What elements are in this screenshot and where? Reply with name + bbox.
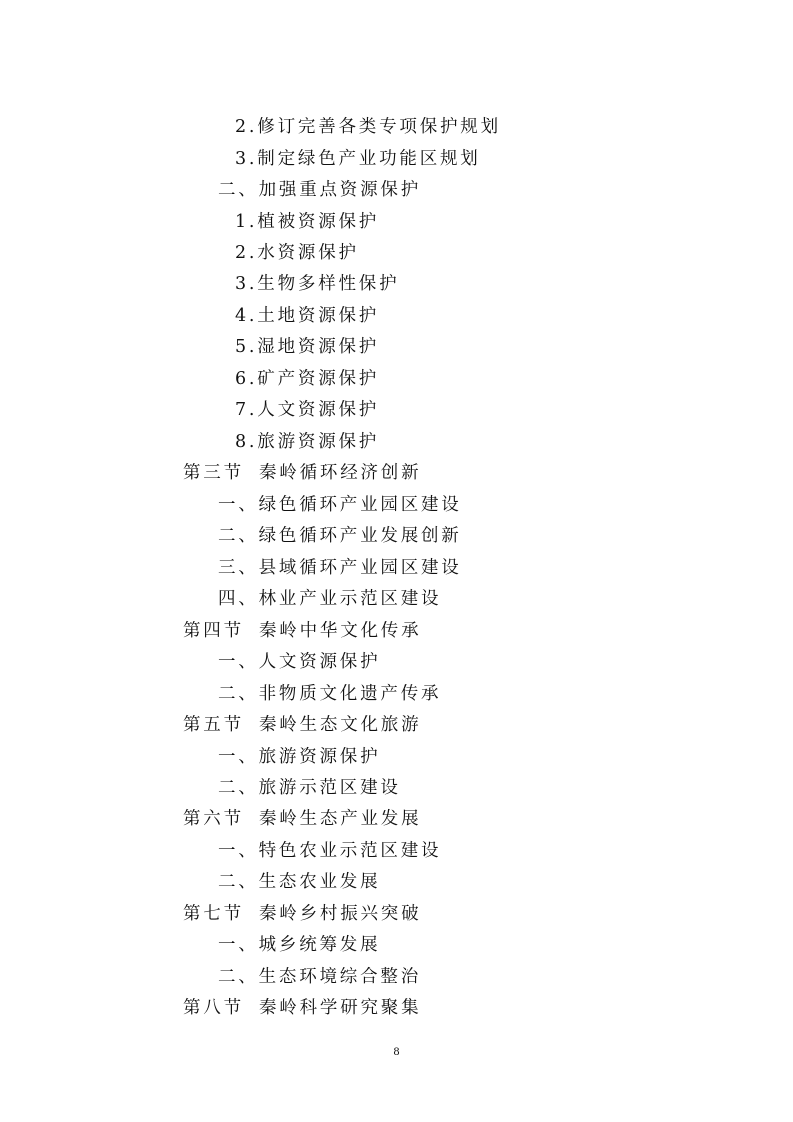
section-title: 秦岭科学研究聚集 bbox=[259, 998, 422, 1018]
toc-entry: 4.土地资源保护 bbox=[235, 306, 380, 326]
section-number: 第五节 bbox=[183, 715, 244, 735]
toc-entry: 二、非物质文化遗产传承 bbox=[218, 684, 442, 704]
toc-entry: 一、旅游资源保护 bbox=[218, 747, 381, 767]
section-title: 秦岭生态产业发展 bbox=[259, 809, 422, 829]
toc-section-heading bbox=[183, 903, 421, 925]
toc-section-heading bbox=[183, 714, 421, 736]
toc-section-heading bbox=[183, 620, 421, 642]
section-number: 第六节 bbox=[183, 809, 244, 829]
toc-entry: 一、绿色循环产业园区建设 bbox=[218, 495, 462, 515]
section-title: 秦岭循环经济创新 bbox=[259, 463, 422, 483]
section-number: 第三节 bbox=[183, 463, 244, 483]
section-title: 秦岭乡村振兴突破 bbox=[259, 904, 422, 924]
toc-entry: 二、绿色循环产业发展创新 bbox=[218, 526, 462, 546]
toc-entry: 二、生态农业发展 bbox=[218, 872, 381, 892]
toc-entry: 2.修订完善各类专项保护规划 bbox=[235, 117, 501, 137]
toc-entry: 8.旅游资源保护 bbox=[235, 432, 380, 452]
toc-entry: 一、特色农业示范区建设 bbox=[218, 841, 442, 861]
toc-entry: 一、城乡统筹发展 bbox=[218, 935, 381, 955]
section-number: 第八节 bbox=[183, 998, 244, 1018]
section-number: 第七节 bbox=[183, 904, 244, 924]
toc-entry: 二、旅游示范区建设 bbox=[218, 778, 401, 798]
toc-entry: 2.水资源保护 bbox=[235, 243, 359, 263]
toc-entry: 二、生态环境综合整治 bbox=[218, 967, 421, 987]
toc-section-heading bbox=[183, 462, 421, 484]
section-title: 秦岭生态文化旅游 bbox=[259, 715, 422, 735]
toc-entry: 3.制定绿色产业功能区规划 bbox=[235, 149, 481, 169]
toc-section-heading bbox=[183, 808, 421, 830]
section-title: 秦岭中华文化传承 bbox=[259, 621, 422, 641]
toc-entry: 二、加强重点资源保护 bbox=[218, 180, 421, 200]
toc-entry: 5.湿地资源保护 bbox=[235, 337, 380, 357]
toc-entry: 7.人文资源保护 bbox=[235, 400, 380, 420]
toc-entry: 1.植被资源保护 bbox=[235, 212, 380, 232]
toc-entry: 一、人文资源保护 bbox=[218, 652, 381, 672]
toc-entry: 三、县域循环产业园区建设 bbox=[218, 558, 462, 578]
toc-entry: 6.矿产资源保护 bbox=[235, 369, 380, 389]
toc-section-heading bbox=[183, 997, 421, 1019]
section-number: 第四节 bbox=[183, 621, 244, 641]
page-number: 8 bbox=[393, 1044, 400, 1058]
toc-entry: 3.生物多样性保护 bbox=[235, 274, 400, 294]
toc-entry: 四、林业产业示范区建设 bbox=[218, 589, 442, 609]
